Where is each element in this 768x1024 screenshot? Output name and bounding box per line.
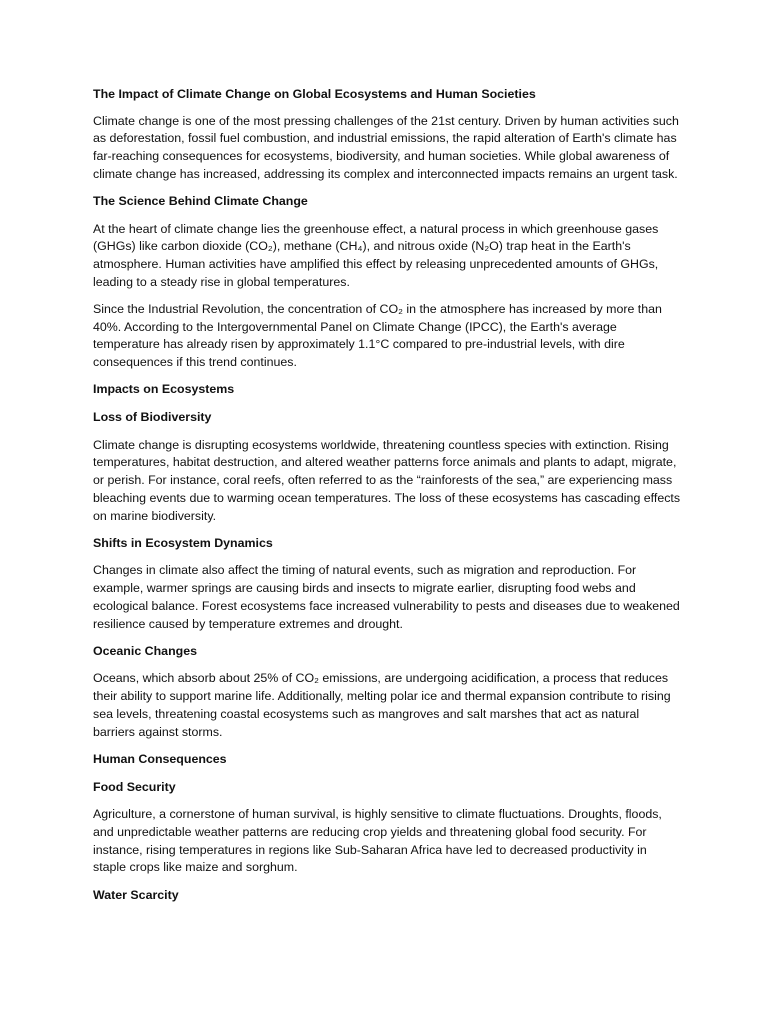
biodiversity-paragraph: Climate change is disrupting ecosystems worldwide, threatening countless species with extinction. Rising temperatures, habitat destruction, and altered weather patterns force animals and plants to adapt, migrate, or perish. For instance, coral reefs, often referred to as the “rainforests of the sea,” are experiencing mass bleaching events due to warming ocean temperatures. The loss of these ecosystems has cascading effects on marine biodiversity. <box>93 437 681 523</box>
water-scarcity-heading: Water Scarcity <box>93 887 179 902</box>
oceanic-paragraph: Oceans, which absorb about 25% of CO₂ emissions, are undergoing acidification, a process that reduces their ability to support marine life. Additionally, melting polar ice and thermal expansion contribute to rising sea levels, threatening coastal ecosystems such as mangroves and salt marshes that act as natural barriers against storms. <box>93 671 671 739</box>
science-paragraph-2: Since the Industrial Revolution, the concentration of CO₂ in the atmosphere has increased by more than 40%. According to the Intergovernmental Panel on Climate Change (IPCC), the Earth's average temperature has already risen by approximately 1.1°C compared to pre-industrial levels, with dire consequences if this trend continues. <box>93 302 662 370</box>
document-body <box>93 86 683 914</box>
science-heading: The Science Behind Climate Change <box>93 194 308 209</box>
document-title: The Impact of Climate Change on Global Ecosystems and Human Societies <box>93 87 536 101</box>
oceanic-heading: Oceanic Changes <box>93 643 197 658</box>
science-paragraph-1: At the heart of climate change lies the greenhouse effect, a natural process in which greenhouse gases (GHGs) like carbon dioxide (CO₂), methane (CH₄), and nitrous oxide (N₂O) trap heat in the Earth's atmosphere. Human activities have amplified this effect by releasing unprecedented amounts of GHGs, leading to a steady rise in global temperatures. <box>93 221 659 289</box>
dynamics-heading: Shifts in Ecosystem Dynamics <box>93 535 273 550</box>
food-security-paragraph: Agriculture, a cornerstone of human survival, is highly sensitive to climate fluctuations. Droughts, floods, and unpredictable weather patterns are reducing crop yields and threatening global food security. For instance, rising temperatures in regions like Sub-Saharan Africa have led to decreased productivity in staple crops like maize and sorghum. <box>93 807 662 875</box>
food-security-heading: Food Security <box>93 779 176 794</box>
dynamics-paragraph: Changes in climate also affect the timing of natural events, such as migration and reproduction. For example, warmer springs are causing birds and insects to migrate earlier, disrupting food webs and ecological balance. Forest ecosystems face increased vulnerability to pests and diseases due to weakened resilience caused by temperature extremes and drought. <box>93 563 680 631</box>
human-heading: Human Consequences <box>93 751 227 766</box>
intro-paragraph: Climate change is one of the most pressing challenges of the 21st century. Driven by human activities such as deforestation, fossil fuel combustion, and industrial emissions, the rapid alteration of Earth's climate has far-reaching consequences for ecosystems, biodiversity, and human societies. While global awareness of climate change has increased, addressing its complex and interconnected impacts remains an urgent task. <box>93 113 679 181</box>
ecosystems-heading: Impacts on Ecosystems <box>93 382 235 397</box>
biodiversity-heading: Loss of Biodiversity <box>93 410 212 425</box>
